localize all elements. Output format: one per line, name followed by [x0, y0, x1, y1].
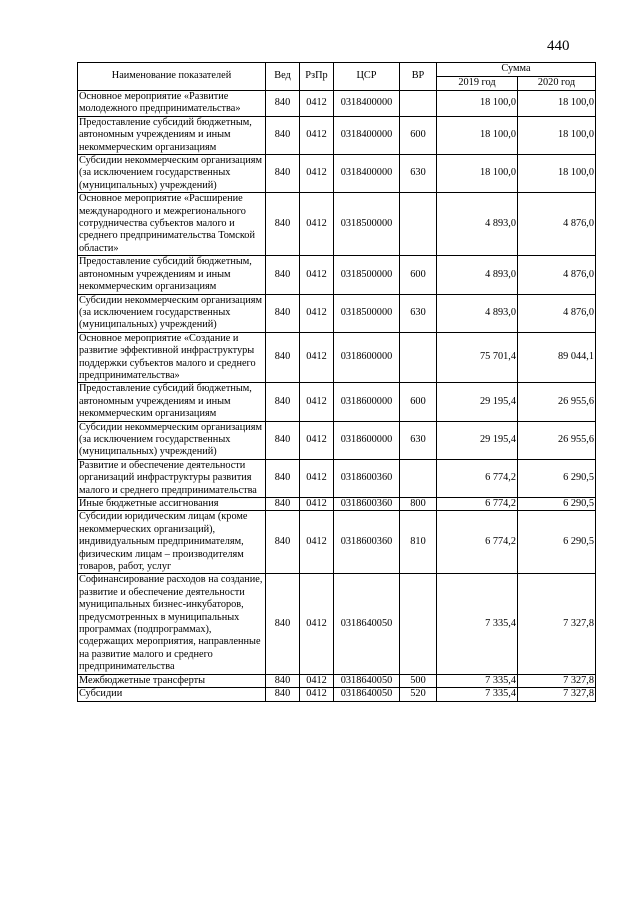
table-row — [78, 383, 596, 421]
page-number: 440 — [547, 38, 570, 54]
header-ved: Вед — [266, 63, 300, 91]
row-csr: 0318500000 — [334, 294, 400, 332]
row-sum-2020: 18 100,0 — [518, 116, 596, 154]
row-sum-2020: 7 327,8 — [518, 574, 596, 674]
row-name: Предоставление субсидий бюджетным, автономным учреждениям и иным некоммерческим организациям — [78, 256, 266, 294]
header-rzpr: РзПр — [300, 63, 334, 91]
row-csr: 0318640050 — [334, 674, 400, 687]
row-csr: 0318600360 — [334, 459, 400, 497]
table-row — [78, 256, 596, 294]
row-name: Субсидии юридическим лицам (кроме некоммерческих организаций), индивидуальным предпринимателям, физическим лицам – производителям товаров, работ, услуг — [78, 511, 266, 574]
row-sum-2019: 18 100,0 — [437, 116, 518, 154]
row-rzpr: 0412 — [300, 574, 334, 674]
header-year-2019: 2019 год — [437, 77, 518, 91]
row-sum-2019: 7 335,4 — [437, 674, 518, 687]
row-ved: 840 — [266, 256, 300, 294]
row-sum-2019: 7 335,4 — [437, 574, 518, 674]
row-sum-2019: 18 100,0 — [437, 91, 518, 117]
row-rzpr: 0412 — [300, 459, 334, 497]
row-sum-2020: 4 876,0 — [518, 294, 596, 332]
row-sum-2019: 7 335,4 — [437, 688, 518, 701]
row-ved: 840 — [266, 332, 300, 383]
table-row — [78, 498, 596, 511]
row-ved: 840 — [266, 674, 300, 687]
row-vr: 520 — [400, 688, 437, 701]
row-vr — [400, 574, 437, 674]
row-vr — [400, 332, 437, 383]
row-sum-2019: 4 893,0 — [437, 256, 518, 294]
row-ved: 840 — [266, 574, 300, 674]
row-sum-2019: 75 701,4 — [437, 332, 518, 383]
table-row — [78, 91, 596, 117]
row-ved: 840 — [266, 294, 300, 332]
row-ved: 840 — [266, 421, 300, 459]
table-row — [78, 294, 596, 332]
table-row — [78, 511, 596, 574]
row-ved: 840 — [266, 193, 300, 256]
row-sum-2020: 4 876,0 — [518, 193, 596, 256]
row-vr: 630 — [400, 421, 437, 459]
row-rzpr: 0412 — [300, 674, 334, 687]
row-rzpr: 0412 — [300, 383, 334, 421]
row-sum-2020: 26 955,6 — [518, 383, 596, 421]
table-row — [78, 421, 596, 459]
table-row — [78, 674, 596, 687]
row-rzpr: 0412 — [300, 91, 334, 117]
row-sum-2019: 18 100,0 — [437, 155, 518, 193]
row-name: Субсидии — [78, 688, 266, 701]
row-ved: 840 — [266, 688, 300, 701]
table-row — [78, 116, 596, 154]
row-rzpr: 0412 — [300, 116, 334, 154]
row-sum-2019: 29 195,4 — [437, 383, 518, 421]
row-name: Основное мероприятие «Расширение международного и межрегионального сотрудничества субъектов малого и среднего предпринимательства Томской области» — [78, 193, 266, 256]
header-sum: Сумма — [437, 63, 596, 77]
row-sum-2019: 4 893,0 — [437, 193, 518, 256]
row-csr: 0318600000 — [334, 332, 400, 383]
row-sum-2020: 26 955,6 — [518, 421, 596, 459]
row-vr — [400, 91, 437, 117]
row-vr: 810 — [400, 511, 437, 574]
row-rzpr: 0412 — [300, 421, 334, 459]
row-rzpr: 0412 — [300, 332, 334, 383]
table-row — [78, 155, 596, 193]
table-row — [78, 574, 596, 674]
row-rzpr: 0412 — [300, 256, 334, 294]
row-sum-2019: 6 774,2 — [437, 459, 518, 497]
row-vr: 800 — [400, 498, 437, 511]
row-rzpr: 0412 — [300, 498, 334, 511]
row-vr: 600 — [400, 383, 437, 421]
table-row — [78, 688, 596, 701]
row-csr: 0318600360 — [334, 511, 400, 574]
header-year-2020: 2020 год — [518, 77, 596, 91]
row-name: Иные бюджетные ассигнования — [78, 498, 266, 511]
row-sum-2019: 6 774,2 — [437, 511, 518, 574]
row-sum-2020: 7 327,8 — [518, 688, 596, 701]
row-name: Софинансирование расходов на создание, развитие и обеспечение деятельности муниципальных бизнес-инкубаторов, предусмотренных в муниципальных программах (подпрограммах), содержащих мероприятия, направленные на развитие малого и среднего предпринимательства — [78, 574, 266, 674]
row-csr: 0318400000 — [334, 116, 400, 154]
row-name: Субсидии некоммерческим организациям (за исключением государственных (муниципальных) учреждений) — [78, 155, 266, 193]
budget-table — [77, 62, 596, 702]
row-csr: 0318400000 — [334, 91, 400, 117]
row-sum-2020: 18 100,0 — [518, 91, 596, 117]
row-ved: 840 — [266, 116, 300, 154]
row-sum-2019: 29 195,4 — [437, 421, 518, 459]
header-csr: ЦСР — [334, 63, 400, 91]
table-row — [78, 459, 596, 497]
row-name: Межбюджетные трансферты — [78, 674, 266, 687]
row-name: Субсидии некоммерческим организациям (за исключением государственных (муниципальных) учреждений) — [78, 421, 266, 459]
row-rzpr: 0412 — [300, 511, 334, 574]
row-vr: 600 — [400, 256, 437, 294]
row-sum-2020: 6 290,5 — [518, 459, 596, 497]
row-csr: 0318400000 — [334, 155, 400, 193]
header-name: Наименование показателей — [78, 63, 266, 91]
header-vr: ВР — [400, 63, 437, 91]
row-sum-2020: 18 100,0 — [518, 155, 596, 193]
row-name: Развитие и обеспечение деятельности организаций инфраструктуры развития малого и среднего предпринимательства — [78, 459, 266, 497]
row-ved: 840 — [266, 91, 300, 117]
table-body — [78, 91, 596, 702]
row-sum-2020: 89 044,1 — [518, 332, 596, 383]
row-csr: 0318640050 — [334, 688, 400, 701]
row-ved: 840 — [266, 155, 300, 193]
row-sum-2019: 6 774,2 — [437, 498, 518, 511]
row-sum-2020: 7 327,8 — [518, 674, 596, 687]
row-vr: 500 — [400, 674, 437, 687]
table-row — [78, 332, 596, 383]
row-csr: 0318500000 — [334, 193, 400, 256]
row-name: Предоставление субсидий бюджетным, автономным учреждениям и иным некоммерческим организациям — [78, 116, 266, 154]
row-vr: 600 — [400, 116, 437, 154]
row-ved: 840 — [266, 511, 300, 574]
row-rzpr: 0412 — [300, 155, 334, 193]
row-sum-2019: 4 893,0 — [437, 294, 518, 332]
row-name: Субсидии некоммерческим организациям (за исключением государственных (муниципальных) учреждений) — [78, 294, 266, 332]
row-sum-2020: 4 876,0 — [518, 256, 596, 294]
row-name: Предоставление субсидий бюджетным, автономным учреждениям и иным некоммерческим организациям — [78, 383, 266, 421]
row-sum-2020: 6 290,5 — [518, 511, 596, 574]
row-ved: 840 — [266, 498, 300, 511]
row-rzpr: 0412 — [300, 294, 334, 332]
row-rzpr: 0412 — [300, 193, 334, 256]
row-vr — [400, 193, 437, 256]
row-vr: 630 — [400, 294, 437, 332]
row-ved: 840 — [266, 459, 300, 497]
row-ved: 840 — [266, 383, 300, 421]
row-sum-2020: 6 290,5 — [518, 498, 596, 511]
row-csr: 0318600360 — [334, 498, 400, 511]
row-csr: 0318640050 — [334, 574, 400, 674]
row-vr — [400, 459, 437, 497]
row-csr: 0318500000 — [334, 256, 400, 294]
table-row — [78, 193, 596, 256]
row-rzpr: 0412 — [300, 688, 334, 701]
row-csr: 0318600000 — [334, 383, 400, 421]
row-name: Основное мероприятие «Развитие молодежного предпринимательства» — [78, 91, 266, 117]
row-csr: 0318600000 — [334, 421, 400, 459]
row-name: Основное мероприятие «Создание и развитие эффективной инфраструктуры поддержки субъектов малого и среднего предпринимательства» — [78, 332, 266, 383]
row-vr: 630 — [400, 155, 437, 193]
